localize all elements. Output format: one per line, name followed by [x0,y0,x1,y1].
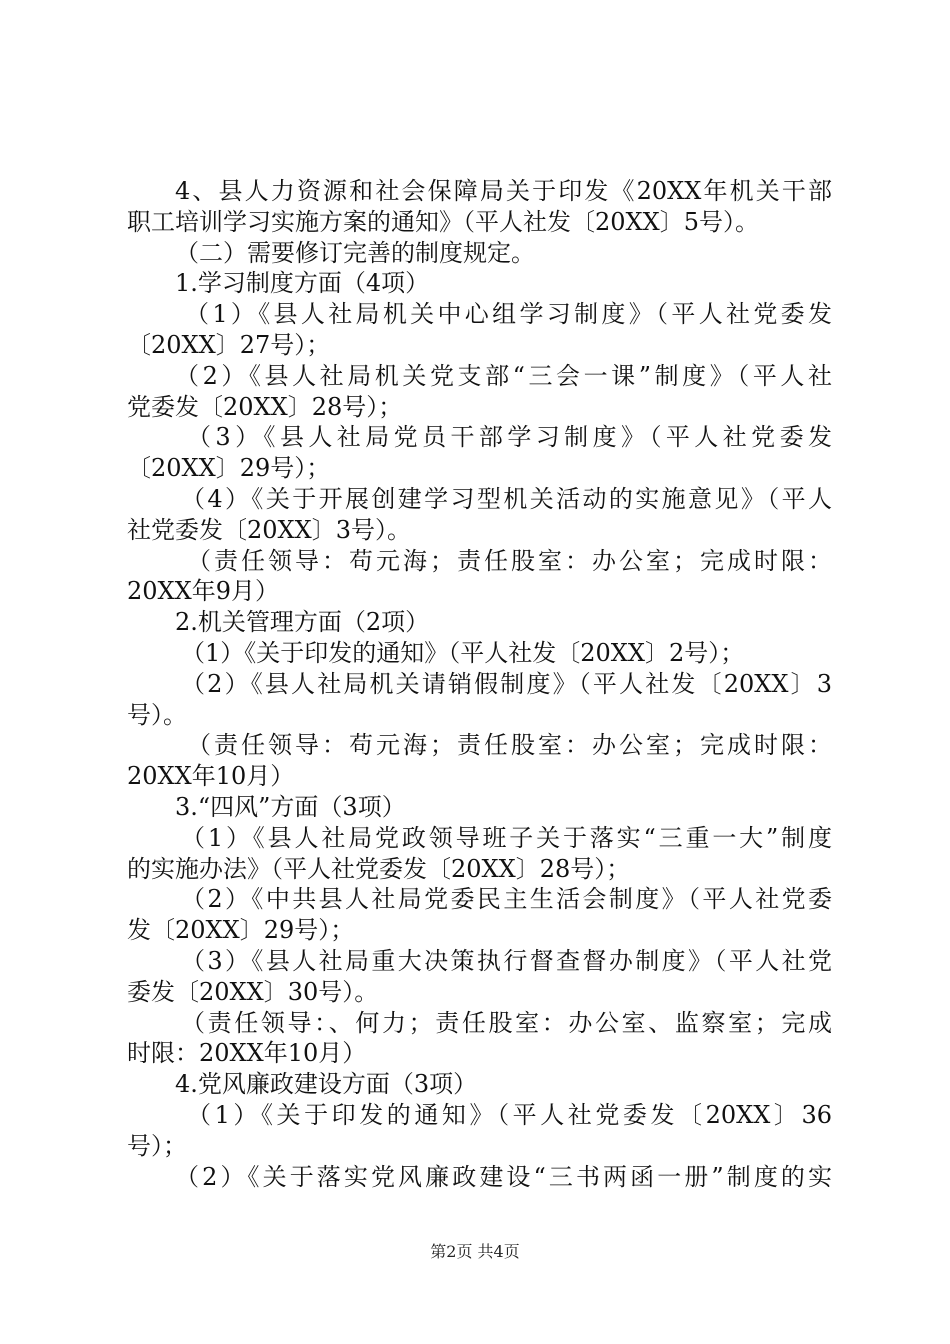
text-line: （4）《关于开展创建学习型机关活动的实施意见》（平人 [181,484,832,513]
text-line: 号）。 [127,700,187,729]
text-line: （1）《关于印发的通知》（平人社发〔20XX〕2号）； [181,638,745,667]
text-line: 〔20XX〕29号）； [127,454,331,483]
text-line: 20XX年10月） [127,762,295,791]
text-line: 4、县人力资源和社会保障局关于印发《20XX年机关干部 [175,177,832,205]
text-line: （2）《中共县人社局党委民主生活会制度》（平人社党委 [181,885,832,914]
text-line: 20XX年9月） [127,577,279,606]
text-line: 职工培训学习实施方案的通知》（平人社发〔20XX〕5号）。 [127,207,759,236]
text-line: 发〔20XX〕29号）； [127,916,355,945]
document-body [127,176,832,1192]
text-line: 2.机关管理方面（2项） [175,608,430,637]
text-line: （责任领导：苟元海；责任股室：办公室；完成时限： [187,731,832,760]
text-line: （1）《关于印发的通知》（平人社党委发〔20XX〕36 [187,1100,832,1129]
text-line: （3）《县人社局重大决策执行督查督办制度》（平人社党 [181,946,832,975]
text-line: 的实施办法》（平人社党委发〔20XX〕28号）； [127,854,631,883]
text-line: 时限：20XX年10月） [127,1039,367,1068]
text-line: （1）《县人社局党政领导班子关于落实“三重一大”制度 [181,823,832,852]
text-line: （二）需要修订完善的制度规定。 [175,238,535,267]
text-line: （责任领导：苟元海；责任股室：办公室；完成时限： [187,546,832,575]
text-line: 委发〔20XX〕30号）。 [127,977,379,1006]
text-line: （2）《关于落实党风廉政建设“三书两函一册”制度的实 [175,1162,832,1191]
text-line: （1）《县人社局机关中心组学习制度》（平人社党委发 [185,300,832,329]
text-line: 号）； [127,1131,187,1160]
text-line: 社党委发〔20XX〕3号）。 [127,515,411,544]
text-line: 1.学习制度方面（4项） [175,269,430,298]
text-line: 〔20XX〕27号）； [127,330,331,359]
text-line: （责任领导：、何力；责任股室：办公室、监察室；完成 [181,1008,832,1037]
text-line: （3）《县人社局党员干部学习制度》（平人社党委发 [187,423,832,452]
text-line: （2）《县人社局机关党支部“三会一课”制度》（平人社 [175,361,832,390]
text-line: （2）《县人社局机关请销假制度》（平人社发〔20XX〕3 [181,669,832,698]
text-line: 党委发〔20XX〕28号）； [127,392,403,421]
text-line: 3.“四风”方面（3项） [175,792,406,821]
text-line: 4.党风廉政建设方面（3项） [175,1070,478,1099]
page-footer: 第2页 共4页 [430,1242,520,1261]
